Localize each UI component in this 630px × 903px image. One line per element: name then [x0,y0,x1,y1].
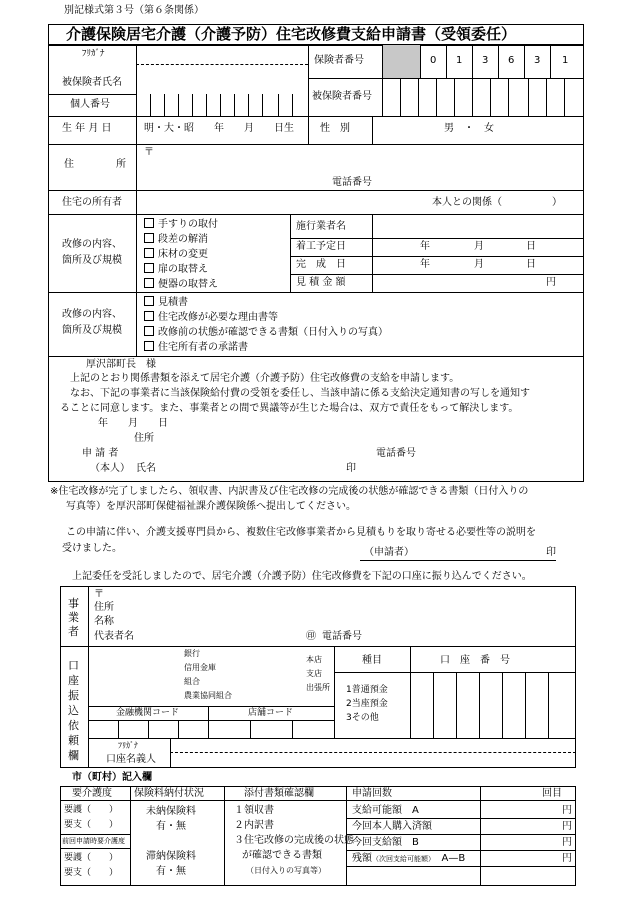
doc-receipt: １領収書 [234,805,274,816]
phone-label: 電話番号 [332,177,372,188]
insured-name-label: 被保険者氏名 [62,77,122,88]
year-unit: 年 [420,259,430,270]
doc-photos-2: が確認できる書類 [242,850,322,861]
bank-code-label: 金融機関コード [116,708,180,718]
checkbox[interactable] [144,218,154,228]
address-label-2: 所 [116,159,126,170]
owner-label: 住宅の所有者 [62,197,122,208]
furigana-label: ﾌﾘｶﾞﾅ [82,49,105,59]
branch-code-label: 店舗コード [248,708,294,718]
applicant-self-label: （本人） [90,463,130,474]
checkbox[interactable] [144,263,154,273]
yen-unit: 円 [562,853,572,864]
form-number: 別記様式第３号（第６条関係） [64,5,204,16]
insurer-digit: 1 [562,55,569,66]
day-unit: 日 [526,241,536,252]
bank-label: 頼 [68,734,79,747]
bank-type: 信用金庫 [184,663,216,672]
checkbox[interactable] [144,278,154,288]
unpaid-premium-label: 未納保険料 [146,806,196,817]
business-address-label: 住所 [94,602,114,613]
checkbox[interactable] [144,341,154,351]
account-kind-label: 種目 [362,655,382,666]
declaration-line-2: なお、下記の事業者に当該保険給付費の受領を委任し、当該申請に係る支給決定通知書の写しを通知す [70,388,530,399]
insurer-shaded-cell [382,45,420,78]
doc-breakdown: ２内訳書 [234,820,274,831]
applicant-phone-label: 電話番号 [376,448,416,459]
sex-value: 男 ・ 女 [444,123,494,134]
address-label: 住 [64,159,74,170]
bank-type: 農業協同組合 [184,691,232,700]
bank-label: 座 [68,674,79,687]
account-kind: 2当座預金 [346,699,388,709]
checkbox[interactable] [144,248,154,258]
previous-care-level-label: 前回申請時要介護度 [62,837,125,845]
business-postal: 〒 [94,589,104,600]
page-title: 介護保険居宅介護（介護予防）住宅改修費支給申請書（受領委任） [66,25,517,43]
count-unit: 回目 [542,788,562,799]
note-2-seal: 印 [546,547,556,558]
applicant-address-label: 住所 [134,433,154,444]
declaration-date: 年 月 日 [98,418,168,429]
branch-type: 本店 [306,655,322,664]
document-item: 見積書 [144,296,188,308]
note-1b: 写真等）を厚沢部町保健福祉課介護保険係へ提出してください。 [66,501,356,512]
addressee: 厚沢部町長 様 [86,359,156,370]
declaration-line-1: 上記のとおり関係書類を添えて居宅介護（介護予防）住宅改修費の支給を申請します。 [70,373,460,384]
note-3: 上記委任を受託しましたので、居宅介護（介護予防）住宅改修費を下記の口座に振り込んでください。 [72,571,532,582]
bank-label: 込 [68,704,79,717]
checkbox[interactable] [144,311,154,321]
bank-label: 依 [68,719,79,732]
self-purchased-label: 今回本人購入済額 [352,821,432,832]
renovation-item: 便器の取替え [144,278,218,290]
application-count-header: 申請回数 [352,788,392,799]
bank-type: 銀行 [184,649,200,658]
declaration-line-3: ることに同意します。また、事業者との間で異議等が生じた場合は、双方で責任をもって解決します。 [60,403,519,414]
care-level: 要護（ ） [64,853,119,863]
completion-date-label: 完 成 日 [296,259,346,270]
year-unit: 年 [420,241,430,252]
bank-label: 欄 [68,749,79,762]
renovation-item: 手すりの取付 [144,218,218,230]
checkbox[interactable] [144,233,154,243]
account-number-label: 口 座 番 号 [440,655,510,666]
payable-amount-label: 支給可能額 A [352,805,419,816]
care-level-header: 要介護度 [72,788,112,799]
insurer-digit: 3 [482,55,489,66]
document-item: 住宅所有者の承諾書 [144,341,248,353]
renovation-label-2: 箇所及び規模 [62,255,122,266]
business-name-label: 名称 [94,616,114,627]
checkbox[interactable] [144,326,154,336]
yen-unit: 円 [546,277,556,288]
month-unit: 月 [474,259,484,270]
sex-label: 性 別 [320,123,350,134]
applicant-name-label: 氏名 [136,463,156,474]
current-payment-label: 今回支給額 B [352,837,419,848]
insurer-digit: 1 [456,55,463,66]
care-level: 要支（ ） [64,868,119,878]
postal-mark: 〒 [144,147,154,158]
estimate-label: 見 積 金 額 [296,277,346,288]
birth-date-label: 生 年 月 日 [62,123,112,134]
contractor-label: 施行業者名 [296,221,346,232]
yen-unit: 円 [562,821,572,832]
care-level: 要護（ ） [64,805,119,815]
business-seal: ㊞ [306,631,316,642]
renovation-item: 扉の取替え [144,263,208,275]
business-label: 事 [68,597,79,610]
month-unit: 月 [474,241,484,252]
unpaid-premium-value: 有・無 [156,821,186,832]
applicant-label: 申 請 者 [82,448,119,459]
insurer-digit: 6 [508,55,515,66]
remaining-label: 残額（次回支給可能額） A—B [352,853,466,864]
insured-number-label: 被保険者番号 [312,91,372,102]
day-unit: 日 [526,259,536,270]
doc-photos: ３住宅改修の完成後の状態 [234,835,354,846]
business-phone-label: 電話番号 [322,631,362,642]
documents-label-1: 改修の内容、 [62,309,122,320]
bank-type: 組合 [184,677,200,686]
document-item: 住宅改修が必要な理由書等 [144,311,278,323]
renovation-item: 段差の解消 [144,233,208,245]
premium-header: 保険料納付状況 [134,788,204,799]
overdue-premium-label: 滞納保険料 [146,851,196,862]
document-item: 改修前の状態が確認できる書類（日付入りの写真） [144,326,388,338]
bank-label: 口 [68,659,79,672]
office-section-title: 市（町村）記入欄 [72,772,152,783]
branch-type: 出張所 [306,683,330,692]
personal-number-label: 個人番号 [70,99,110,110]
checkbox[interactable] [144,296,154,306]
business-label: 業 [68,611,79,624]
insurer-digit: 0 [430,55,437,66]
seal-mark: 印 [346,463,356,474]
business-label: 者 [68,625,79,638]
branch-type: 支店 [306,669,322,678]
relation-label: 本人との関係（ ） [432,197,562,208]
insurer-number-label: 保険者番号 [314,55,364,66]
renovation-label-1: 改修の内容、 [62,239,122,250]
note-1a: ※住宅改修が完了しましたら、領収書、内訳書及び住宅改修の完成後の状態が確認できる書類（日付入りの [50,486,529,497]
care-level: 要支（ ） [64,820,119,830]
note-2b: 受けました。 [62,543,122,554]
account-kind: 3その他 [346,713,379,723]
holder-furigana: ﾌﾘｶﾞﾅ [118,741,138,750]
note-2-applicant: （申請者） [364,547,414,558]
bank-label: 振 [68,689,79,702]
account-holder-label: 口座名義人 [106,754,156,765]
overdue-premium-value: 有・無 [156,866,186,877]
birth-date-value: 明・大・昭 年 月 日生 [144,123,294,134]
account-kind: 1普通預金 [346,685,388,695]
yen-unit: 円 [562,805,572,816]
documents-label-2: 箇所及び規模 [62,325,122,336]
note-2a: この申請に伴い、介護支援専門員から、複数住宅改修事業者から見積もりを取り寄せる必要性等の説明を [66,527,536,538]
insurer-digit: 3 [534,55,541,66]
start-date-label: 着工予定日 [296,241,346,252]
business-rep-label: 代表者名 [94,631,134,642]
doc-photos-3: （日付入りの写真等） [246,866,326,875]
renovation-item: 床材の変更 [144,248,208,260]
yen-unit: 円 [562,837,572,848]
doc-check-header: 添付書類確認欄 [244,788,314,799]
